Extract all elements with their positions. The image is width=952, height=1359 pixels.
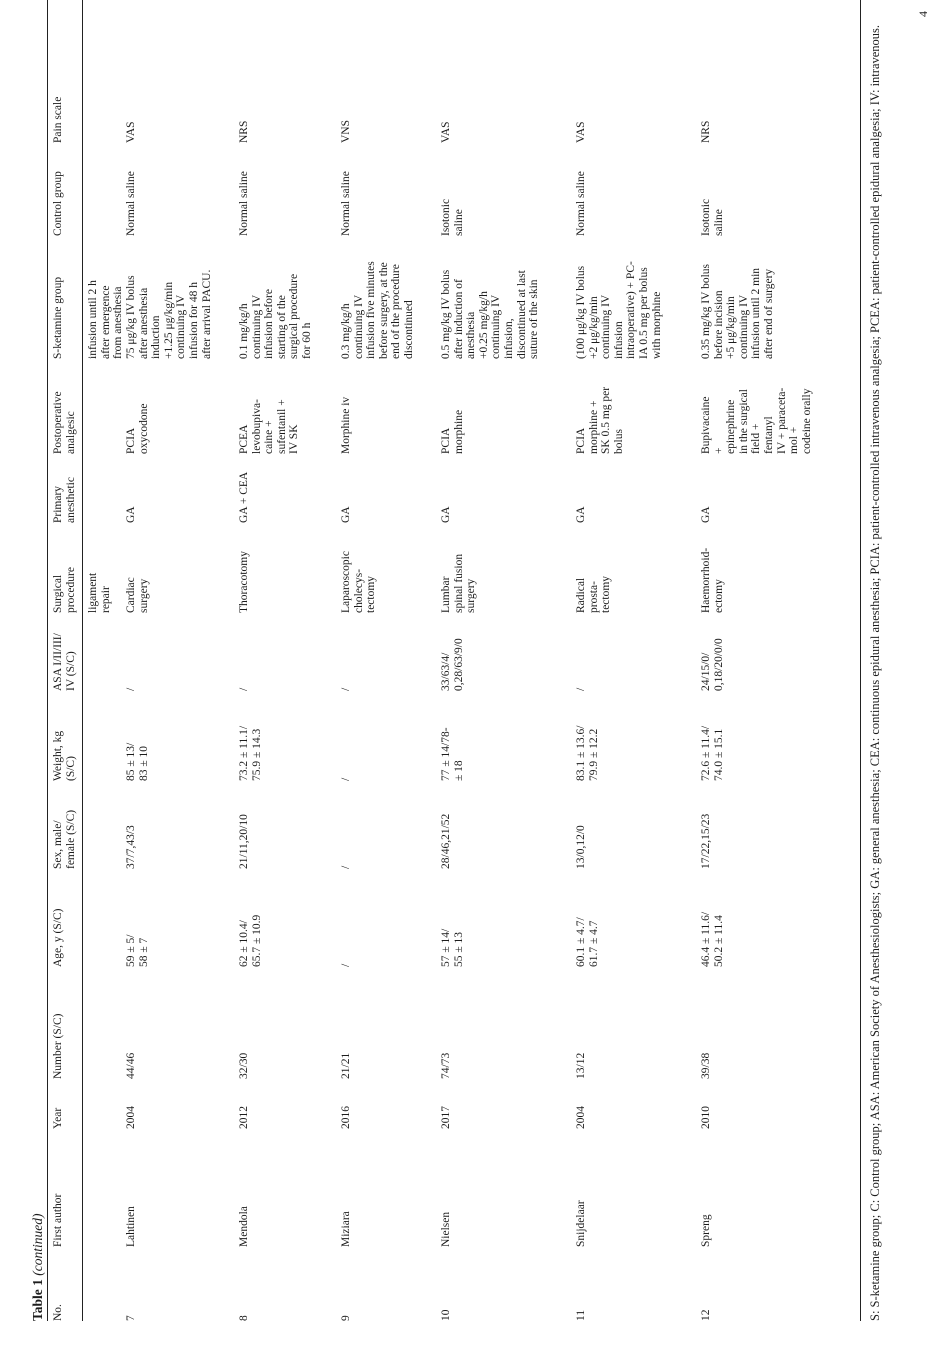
cell-anesthetic: GA (125, 506, 137, 523)
header-year: Year (52, 1107, 64, 1129)
cell-no: 12 (700, 1309, 712, 1321)
cell-age: 46.4 ± 11.6/ 50.2 ± 11.4 (700, 911, 725, 967)
header-pain: Pain scale (52, 96, 64, 143)
cell-asa: / (238, 687, 250, 691)
cell-no: 10 (440, 1309, 452, 1321)
cell-asa: 24/15/0/ 0,18/20/0/0 (700, 638, 725, 691)
cell-sketamine: (100 μg/kg IV bolus +2 μg/kg/min continuing IV infusion intraoperative) + PC- IA 0.5 mg per bolus with morphine (575, 261, 663, 359)
cell-age: / (340, 963, 352, 967)
header-asa: ASA I/II/III/ IV (S/C) (52, 633, 77, 691)
cell-weight: / (340, 777, 352, 781)
cell-sex: 17/22,15/23 (700, 813, 712, 869)
cell-age: 57 ± 14/ 55 ± 13 (440, 928, 465, 967)
cell-weight: 83.1 ± 13.6/ 79.9 ± 12.2 (575, 725, 600, 781)
cell-surgery: Laparoscopic cholecys- tectomy (340, 551, 378, 613)
cell-control: Normal saline (575, 171, 587, 236)
cell-no: 9 (340, 1315, 352, 1321)
cell-number: 39/38 (700, 1052, 712, 1079)
cell-analgesic: PCIA oxycodone (125, 403, 150, 454)
header-sketamine: S-ketamine group (52, 276, 64, 359)
header-number: Number (S/C) (52, 1013, 64, 1079)
header-surgery: Surgical procedure (52, 567, 77, 613)
cell-anesthetic: GA (440, 506, 452, 523)
cell-control: Isotonic saline (440, 198, 465, 236)
cell-control: Normal saline (125, 171, 137, 236)
cell-anesthetic: GA (575, 506, 587, 523)
cell-surgery: Radical prosta- tectomy (575, 575, 613, 613)
header-analgesic: Postoperative analgesic (52, 391, 77, 454)
table-bottom-rule (860, 0, 861, 1321)
carryover-surgery: ligament repair (87, 572, 112, 613)
cell-weight: 73.2 ± 11.1/ 75.9 ± 14.3 (238, 725, 263, 781)
cell-author: Snijdelaar (575, 1200, 587, 1247)
cell-pain: NRS (700, 120, 712, 143)
header-author: First author (52, 1193, 64, 1247)
cell-year: 2010 (700, 1106, 712, 1129)
cell-year: 2004 (125, 1106, 137, 1129)
cell-asa: 33/63/4/ 0,28/63/9/0 (440, 638, 465, 691)
table-continued-note: (continued) (30, 1213, 45, 1276)
header-weight: Weight, kg (S/C) (52, 730, 77, 781)
cell-sex: 13/0,12/0 (575, 825, 587, 869)
cell-weight: 72.6 ± 11.4/ 74.0 ± 15.1 (700, 725, 725, 781)
cell-control: Isotonic saline (700, 198, 725, 236)
cell-pain: VNS (340, 119, 352, 143)
cell-sex: 28/46,21/52 (440, 813, 452, 869)
table-top-rule (47, 0, 48, 1321)
cell-asa: / (340, 687, 352, 691)
cell-anesthetic: GA (340, 506, 352, 523)
cell-number: 13/12 (575, 1052, 587, 1079)
cell-asa: / (125, 687, 137, 691)
header-control: Control group (52, 171, 64, 236)
cell-pain: VAS (575, 121, 587, 143)
cell-analgesic: Bupivacaine + epinephrine in the surgical field + fentanyl IV + paraceta- mol + codeine orally (700, 387, 813, 454)
cell-number: 21/21 (340, 1052, 352, 1079)
cell-sex: / (340, 865, 352, 869)
cell-author: Nielsen (440, 1211, 452, 1247)
table-header-rule (82, 0, 83, 1321)
cell-author: Miziara (340, 1211, 352, 1247)
header-no: No. (52, 1304, 64, 1321)
header-anesthetic: Primary anesthetic (52, 477, 77, 523)
cell-anesthetic: GA (700, 506, 712, 523)
cell-sketamine: 0.5 mg/kg IV bolus after induction of anesthesia +0.25 mg/kg/h continuing IV infusion, discontinued at last suture of the skin (440, 269, 541, 359)
cell-no: 8 (238, 1315, 250, 1321)
cell-age: 60.1 ± 4.7/ 61.7 ± 4.7 (575, 917, 600, 967)
cell-asa: / (575, 687, 587, 691)
cell-sketamine: 75 μg/kg IV bolus after anesthesia induction +1.25 μg/kg/min continuing IV infusion for 48 h after arrival PACU. (125, 269, 213, 359)
cell-analgesic: PCIA morphine (440, 409, 465, 454)
cell-weight: 85 ± 13/ 83 ± 10 (125, 742, 150, 781)
carryover-sketamine: infusion until 2 h after emergence from anesthesia (87, 280, 125, 359)
cell-surgery: Lumbar spinal fusion surgery (440, 553, 478, 613)
cell-control: Normal saline (238, 171, 250, 236)
header-sex: Sex, male/ female (S/C) (52, 809, 77, 869)
cell-analgesic: PCIA morphine + SK 0.5 mg per bolus (575, 386, 625, 454)
cell-age: 59 ± 5/ 58 ± 7 (125, 934, 150, 967)
cell-no: 11 (575, 1309, 587, 1321)
cell-author: Lahtinen (125, 1206, 137, 1247)
cell-control: Normal saline (340, 171, 352, 236)
cell-pain: NRS (238, 120, 250, 143)
cell-sex: 37/7,43/3 (125, 825, 137, 869)
cell-number: 44/46 (125, 1052, 137, 1079)
cell-sketamine: 0.3 mg/kg/h continuing IV infusion five minutes before surgery, at the end of the procedure discontinued (340, 261, 415, 359)
table-footnote: S: S-ketamine group; C: Control group; ASA: American Society of Anesthesiologists; GA: general anesthesia; CEA: continuous epidural anesthesia; PCIA: patient-controlled intravenous analgesia; PCEA: patient-controlled epidural analgesia; IV: intravenous. (868, 24, 882, 1321)
cell-number: 32/30 (238, 1052, 250, 1079)
cell-surgery: Cardiac surgery (125, 577, 150, 613)
cell-number: 74/73 (440, 1052, 452, 1079)
cell-sketamine: 0.35 mg/kg IV bolus before incision +5 μg/kg/min continuing IV infusion until 2 min after end of surgery (700, 264, 775, 359)
cell-year: 2012 (238, 1106, 250, 1129)
cell-pain: VAS (440, 121, 452, 143)
cell-author: Spreng (700, 1214, 712, 1247)
table-caption (30, 1213, 46, 1321)
cell-age: 62 ± 10.4/ 65.7 ± 10.9 (238, 914, 263, 967)
cell-year: 2016 (340, 1106, 352, 1129)
cell-no: 7 (125, 1315, 137, 1321)
cell-anesthetic: GA + CEA (238, 471, 250, 523)
cell-sex: 21/11,20/10 (238, 814, 250, 869)
cell-sketamine: 0.1 mg/kg/h continuing IV infusion before starting of the surgical procedure for 60 h (238, 273, 313, 359)
cell-weight: 77 ± 14/78- ± 18 (440, 727, 465, 781)
cell-analgesic: PCEA levobupiva- caine + sufentanil + IV SK (238, 399, 301, 454)
table-label: Table 1 (30, 1279, 45, 1321)
cell-surgery: Thoracotomy (238, 551, 250, 613)
cell-surgery: Haemorrhoid- ectomy (700, 547, 725, 613)
cell-author: Mendola (238, 1206, 250, 1247)
header-age: Age, y (S/C) (52, 908, 64, 967)
cell-year: 2004 (575, 1106, 587, 1129)
page-number: 4 (916, 11, 930, 17)
cell-pain: VAS (125, 121, 137, 143)
cell-year: 2017 (440, 1106, 452, 1129)
cell-analgesic: Morphine iv (340, 396, 352, 454)
